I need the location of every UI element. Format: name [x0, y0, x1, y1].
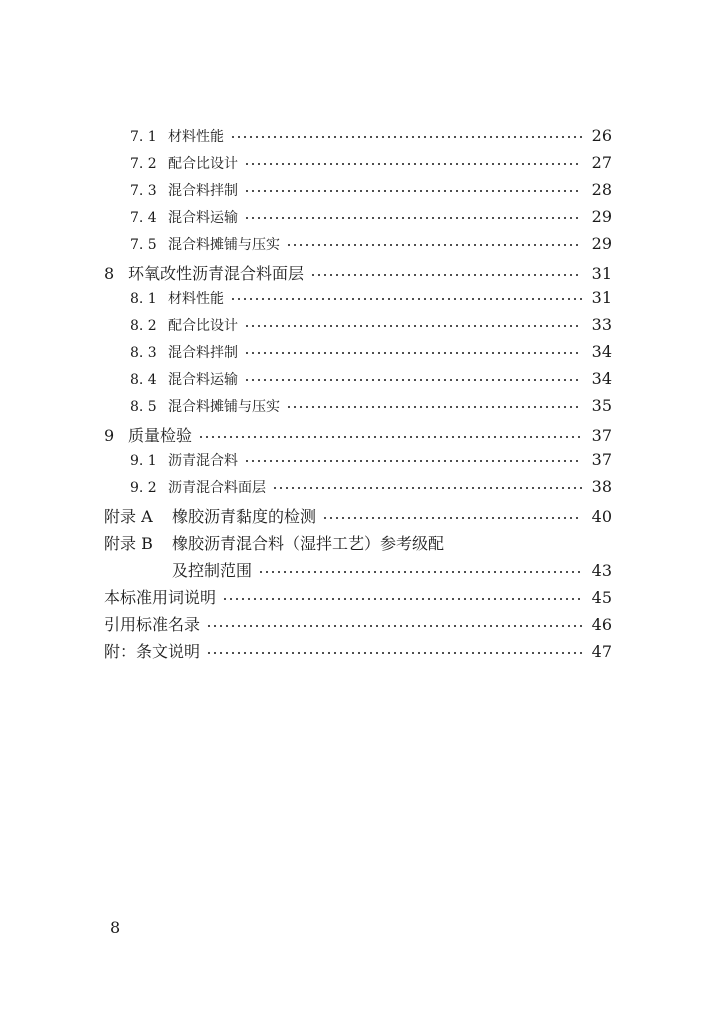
dot-leader [322, 504, 582, 520]
dot-leader [286, 233, 582, 247]
toc-entry-title: 混合料运输 [168, 210, 238, 226]
toc-entry-8-4[interactable] [0, 369, 716, 395]
toc-entry-page: 29 [591, 234, 612, 253]
toc-entry-page: 33 [591, 315, 612, 334]
toc-entry-number: 8. 3 [130, 345, 157, 361]
toc-entry-9-2[interactable] [0, 477, 716, 503]
toc-appendix-b-continued[interactable] [0, 558, 716, 584]
toc-entry-number: 9. 2 [130, 480, 157, 496]
dot-leader [244, 341, 582, 355]
toc-chapter-9[interactable] [0, 423, 716, 449]
toc-entry-page: 37 [591, 426, 612, 445]
dot-leader [244, 152, 582, 166]
toc-chapter-title: 环氧改性沥青混合料面层 [128, 264, 305, 283]
toc-entry-8-5[interactable] [0, 396, 716, 422]
toc-entry-page: 35 [591, 396, 612, 415]
toc-entry-page: 34 [591, 369, 612, 388]
toc-entry-title: 混合料拌制 [168, 183, 238, 199]
toc-chapter-8[interactable] [0, 261, 716, 287]
dot-leader [230, 287, 582, 301]
toc-entry-referenced-standards[interactable] [0, 612, 716, 638]
toc-entry-title: 本标准用词说明 [104, 588, 217, 607]
dot-leader [244, 179, 582, 193]
toc-chapter-number: 8 [104, 264, 115, 283]
toc-entry-page: 37 [591, 450, 612, 469]
toc-entry-number: 8. 1 [130, 291, 157, 307]
toc-entry-page: 47 [591, 642, 612, 661]
toc-chapter-title: 质量检验 [128, 426, 193, 445]
toc-entry-number: 7. 1 [130, 129, 157, 145]
toc-entry-title: 附：条文说明 [104, 642, 201, 661]
toc-entry-page: 28 [591, 180, 612, 199]
toc-entry-number: 7. 5 [130, 237, 157, 253]
toc-entry-page: 45 [591, 588, 612, 607]
toc-entry-7-2[interactable] [0, 153, 716, 179]
toc-entry-title: 沥青混合料 [168, 453, 238, 469]
toc-entry-7-3[interactable] [0, 180, 716, 206]
toc-entry-title: 材料性能 [168, 291, 224, 307]
dot-leader [286, 395, 582, 409]
dot-leader [244, 449, 582, 463]
toc-entry-title: 混合料运输 [168, 372, 238, 388]
toc-entry-number: 9. 1 [130, 453, 157, 469]
dot-leader [222, 585, 582, 601]
toc-entry-page: 46 [591, 615, 612, 634]
toc-entry-number: 8. 4 [130, 372, 157, 388]
toc-entry-number: 8. 2 [130, 318, 157, 334]
page-number: 8 [110, 918, 121, 937]
toc-entry-title: 材料性能 [168, 129, 224, 145]
toc-appendix-b[interactable] [0, 531, 716, 557]
toc-entry-page: 31 [591, 264, 612, 283]
dot-leader [198, 423, 582, 439]
toc-entry-page: 26 [591, 126, 612, 145]
dot-leader [230, 125, 582, 139]
toc-entry-7-5[interactable] [0, 234, 716, 260]
toc-chapter-number: 9 [104, 426, 115, 445]
toc-entry-number: 7. 2 [130, 156, 157, 172]
toc-entry-7-1[interactable] [0, 126, 716, 152]
toc-appendix-title: 橡胶沥青黏度的检测 [172, 507, 317, 526]
dot-leader [206, 639, 582, 655]
toc-appendix-title-continued: 及控制范围 [172, 561, 253, 580]
toc-entry-number: 8. 5 [130, 399, 157, 415]
toc-entry-page: 34 [591, 342, 612, 361]
toc-entry-8-2[interactable] [0, 315, 716, 341]
toc-appendix-a[interactable] [0, 504, 716, 530]
toc-appendix-label: 附录 A [104, 507, 153, 526]
toc-entry-page: 27 [591, 153, 612, 172]
dot-leader [272, 476, 582, 490]
toc-entry-number: 7. 4 [130, 210, 157, 226]
dot-leader [244, 206, 582, 220]
toc-entry-title: 混合料拌制 [168, 345, 238, 361]
toc-entry-page: 40 [591, 507, 612, 526]
toc-entry-page: 31 [591, 288, 612, 307]
toc-entry-8-3[interactable] [0, 342, 716, 368]
toc-entry-page: 38 [591, 477, 612, 496]
dot-leader [206, 612, 582, 628]
toc-entry-number: 7. 3 [130, 183, 157, 199]
dot-leader [258, 558, 582, 574]
toc-entry-7-4[interactable] [0, 207, 716, 233]
dot-leader [244, 314, 582, 328]
toc-entry-title: 混合料摊铺与压实 [168, 399, 280, 415]
toc-entry-title: 混合料摊铺与压实 [168, 237, 280, 253]
dot-leader [310, 261, 582, 277]
toc-entry-page: 43 [591, 561, 612, 580]
toc-entry-terms-explanation[interactable] [0, 585, 716, 611]
toc-entry-title: 沥青混合料面层 [168, 480, 266, 496]
toc-entry-page: 29 [591, 207, 612, 226]
toc-entry-title: 配合比设计 [168, 318, 238, 334]
toc-appendix-title: 橡胶沥青混合料（湿拌工艺）参考级配 [172, 534, 445, 553]
toc-entry-9-1[interactable] [0, 450, 716, 476]
toc-entry-8-1[interactable] [0, 288, 716, 314]
toc-entry-clause-explanation[interactable] [0, 639, 716, 665]
dot-leader [244, 368, 582, 382]
toc-entry-title: 配合比设计 [168, 156, 238, 172]
toc-entry-title: 引用标准名录 [104, 615, 201, 634]
toc-appendix-label: 附录 B [104, 534, 153, 553]
